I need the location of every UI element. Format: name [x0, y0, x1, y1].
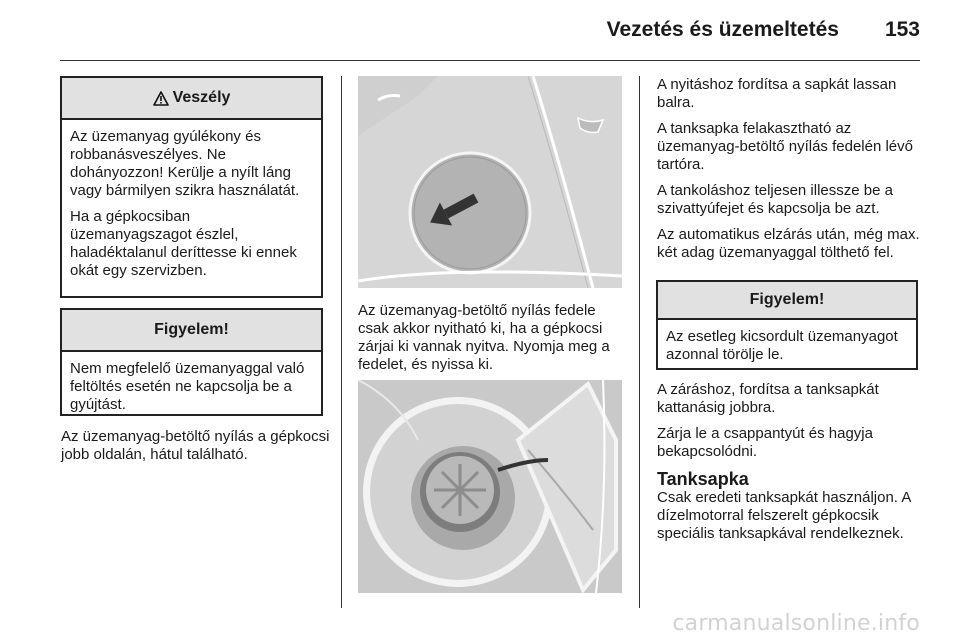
caution-box-title: Figyelem!	[154, 321, 229, 338]
fuel-cap-open-illustration	[358, 380, 622, 593]
caution-box-header	[658, 282, 916, 320]
instruction-paragraph: A tankoláshoz teljesen illessze be a szivattyúfejet és kapcsolja be azt.	[657, 182, 893, 217]
caution-box	[656, 280, 918, 370]
page-header	[607, 18, 920, 42]
instruction-paragraph: Az automatikus elzárás után, még max. két adag üzemanyaggal tölthető fel.	[657, 226, 920, 261]
caution-box-body	[62, 352, 321, 420]
instruction-paragraph: Zárja le a csappantyút és hagyja bekapcsolódni.	[657, 425, 873, 460]
caution-text: Az esetleg kicsordult üzemanyagot azonnal törölje le.	[666, 328, 898, 363]
danger-paragraph: Az üzemanyag gyúlékony és robbanásveszélyes. Ne dohányozzon! Kerülje a nyílt láng vagy bármilyen szikra használatát.	[70, 128, 300, 199]
caution-box	[60, 308, 323, 416]
danger-box-title: Veszély	[172, 89, 231, 106]
column-divider	[341, 76, 342, 608]
fuel-flap-location-text: Az üzemanyag-betöltő nyílás a gépkocsi jobb oldalán, hátul található.	[61, 428, 330, 463]
caution-box-title: Figyelem!	[749, 291, 825, 308]
caution-box-body	[658, 320, 916, 370]
caution-text: Nem megfelelő üzemanyaggal való feltöltés esetén ne kapcsolja be a gyújtást.	[70, 360, 305, 413]
section-text: Csak eredeti tanksapkát használjon. A dízelmotorral felszerelt gépkocsik speciális tanksapkával rendelkeznek.	[657, 489, 911, 542]
column-divider	[639, 76, 640, 608]
danger-box-header	[62, 78, 321, 120]
caution-box-header	[62, 310, 321, 352]
column3-top-text	[657, 76, 927, 270]
instruction-paragraph: A tanksapka felakasztható az üzemanyag-betöltő nyílás fedelén lévő tartóra.	[657, 120, 913, 173]
caption-text: Az üzemanyag-betöltő nyílás fedele csak akkor nyitható ki, ha a gépkocsi zárjai ki vannak nyitva. Nyomja meg a fedelet, és nyissa ki.	[358, 302, 610, 373]
header-divider	[60, 60, 920, 61]
instruction-paragraph: A záráshoz, fordítsa a tanksapkát kattanásig jobbra.	[657, 381, 879, 416]
fuel-door-closed-illustration	[358, 76, 622, 288]
fuel-door-caption	[358, 302, 628, 382]
danger-box-body	[62, 120, 321, 286]
danger-paragraph: Ha a gépkocsiban üzemanyagszagot észlel, haladéktalanul deríttesse ki ennek okát egy szervizben.	[70, 208, 297, 279]
watermark: carmanualsonline.info	[672, 611, 920, 636]
warning-triangle-icon	[153, 91, 169, 106]
page-title: Vezetés és üzemeltetés	[606, 18, 839, 41]
column1-text	[61, 428, 331, 472]
section-heading: Tanksapka	[657, 469, 749, 489]
column3-bottom-text	[657, 381, 927, 551]
danger-box	[60, 76, 323, 298]
page-number: 153	[884, 18, 920, 41]
instruction-paragraph: A nyitáshoz fordítsa a sapkát lassan balra.	[657, 76, 897, 111]
